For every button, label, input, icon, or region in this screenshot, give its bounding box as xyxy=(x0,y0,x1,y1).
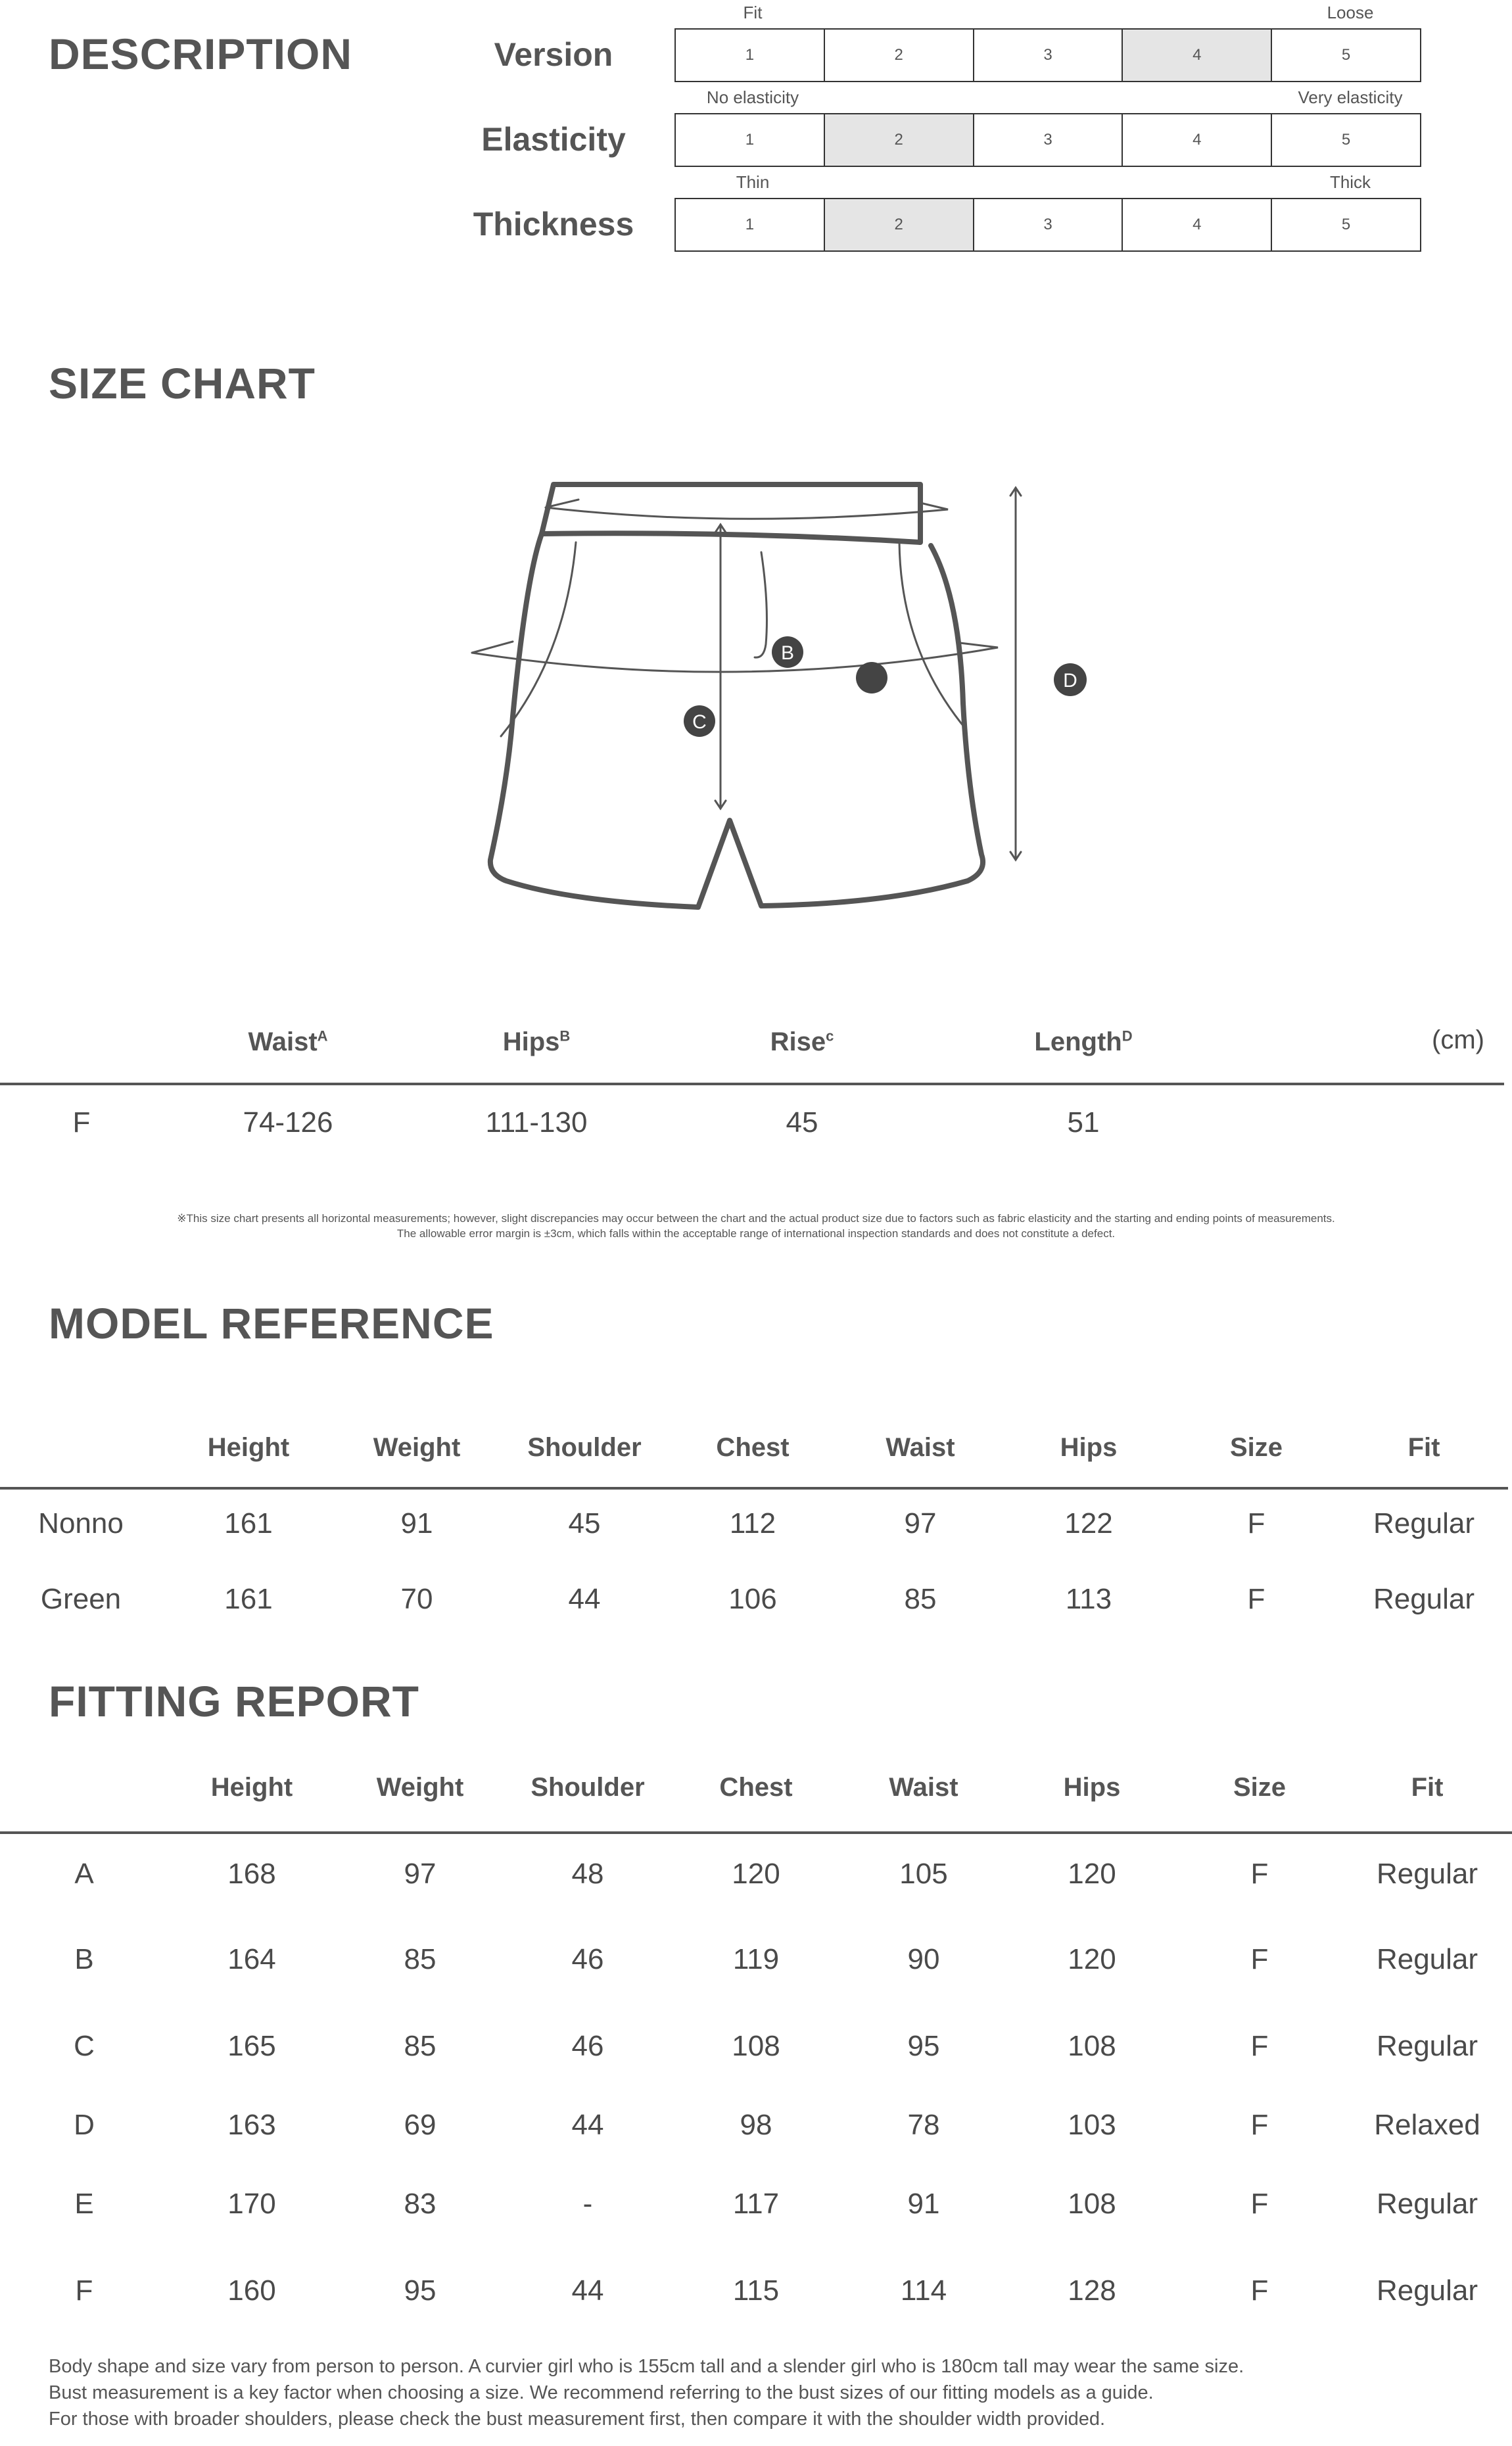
fit-header-shoulder: Shoulder xyxy=(531,1773,645,1802)
fit-header-chest: Chest xyxy=(719,1773,793,1802)
model-row-nonno-shoulder: 45 xyxy=(568,1507,601,1540)
size-table-divider xyxy=(0,1083,1504,1085)
version-scale xyxy=(674,28,1421,82)
fit-row-f-fit: Regular xyxy=(1376,2274,1478,2307)
fit-header-waist: Waist xyxy=(889,1773,958,1802)
fit-header-fit: Fit xyxy=(1411,1773,1444,1802)
fit-row-d-size: F xyxy=(1250,2109,1269,2141)
fit-row-c-chest: 108 xyxy=(732,2030,780,2062)
footer-line-2: Bust measurement is a key factor when choosing a size. We recommend referring to the bust sizes of our fitting models as a guide. xyxy=(49,2382,1154,2403)
fit-row-b-weight: 85 xyxy=(404,1943,437,1975)
version-cell-1: 1 xyxy=(676,30,825,81)
thickness-cell-2-selected: 2 xyxy=(825,199,974,250)
fit-row-e-fit: Regular xyxy=(1376,2188,1478,2220)
size-header-hips: Hips$^B$ xyxy=(502,1027,571,1056)
elasticity-cell-3: 3 xyxy=(974,114,1123,166)
fit-row-e-name: E xyxy=(74,2188,94,2220)
thickness-low-label: Thin xyxy=(736,172,770,192)
fit-row-f-chest: 115 xyxy=(732,2274,780,2307)
fit-row-d-chest: 98 xyxy=(740,2109,772,2141)
version-label: Version xyxy=(494,36,613,73)
model-row-nonno-hips: 122 xyxy=(1064,1507,1113,1540)
fit-row-b-size: F xyxy=(1250,1943,1269,1975)
size-header-length: Length$^D$ xyxy=(1034,1027,1133,1056)
model-row-green-waist: 85 xyxy=(904,1583,937,1615)
marker-c xyxy=(684,705,715,737)
model-row-nonno-weight: 91 xyxy=(400,1507,433,1540)
fit-header-weight: Weight xyxy=(376,1773,464,1802)
model-table-divider xyxy=(0,1487,1508,1490)
thickness-cell-5: 5 xyxy=(1341,216,1351,233)
model-row-nonno-size: F xyxy=(1247,1507,1265,1540)
fit-row-d-fit: Relaxed xyxy=(1374,2109,1480,2141)
fit-row-c-waist: 95 xyxy=(907,2030,940,2062)
version-high-label: Loose xyxy=(1327,3,1374,22)
model-row-green-weight: 70 xyxy=(400,1583,433,1615)
fit-row-d-shoulder: 44 xyxy=(571,2109,604,2141)
model-reference-title: MODEL REFERENCE xyxy=(49,1299,494,1348)
fit-row-e-chest: 117 xyxy=(732,2188,780,2220)
elasticity-label: Elasticity xyxy=(481,121,626,158)
fit-row-a-waist: 105 xyxy=(899,1858,948,1890)
shorts-details xyxy=(472,488,1021,860)
version-cell-4-selected: 4 xyxy=(1123,30,1272,81)
fit-row-a-shoulder: 48 xyxy=(571,1858,604,1890)
fit-row-f-hips: 128 xyxy=(1068,2274,1116,2307)
model-row-nonno-height: 161 xyxy=(224,1507,273,1540)
model-row-nonno-waist: 97 xyxy=(904,1507,937,1540)
footer-line-1: Body shape and size vary from person to person. A curvier girl who is 155cm tall and a slender girl who is 180cm tall may wear the same size. xyxy=(49,2356,1244,2377)
fit-row-f-weight: 95 xyxy=(404,2274,437,2307)
fit-row-a-chest: 120 xyxy=(732,1858,780,1890)
elasticity-cell-1: 1 xyxy=(676,114,825,166)
fit-row-a-fit: Regular xyxy=(1376,1858,1478,1890)
marker-c-label: C xyxy=(692,711,707,733)
version-cell-2: 2 xyxy=(825,30,974,81)
thickness-scale xyxy=(674,198,1421,252)
model-header-shoulder: Shoulder xyxy=(527,1433,642,1462)
fit-header-height: Height xyxy=(210,1773,293,1802)
fit-row-c-name: C xyxy=(74,2030,95,2062)
elasticity-cell-5: 5 xyxy=(1341,131,1351,149)
fit-row-d-waist: 78 xyxy=(907,2109,940,2141)
size-chart-note-2: The allowable error margin is ±3cm, which falls within the acceptable range of international inspection standards and does not constitute a defect. xyxy=(396,1227,1116,1240)
model-row-green-name: Green xyxy=(40,1583,122,1615)
fit-row-f-waist: 114 xyxy=(900,2274,947,2307)
fit-row-b-name: B xyxy=(74,1943,94,1975)
version-low-label: Fit xyxy=(743,3,763,22)
fit-row-c-height: 165 xyxy=(227,2030,276,2062)
elasticity-high-label: Very elasticity xyxy=(1298,87,1403,107)
elasticity-cell-4: 4 xyxy=(1123,114,1272,166)
model-row-nonno-fit: Regular xyxy=(1373,1507,1475,1540)
size-row-f-length: 51 xyxy=(1067,1106,1100,1139)
fit-row-c-hips: 108 xyxy=(1068,2030,1116,2062)
fit-header-size: Size xyxy=(1233,1773,1287,1802)
size-row-f-waist: 74-126 xyxy=(243,1106,333,1139)
version-cell-5: 5 xyxy=(1341,46,1351,64)
model-row-nonno-name: Nonno xyxy=(38,1507,124,1540)
fit-row-c-size: F xyxy=(1250,2030,1269,2062)
marker-d-badge xyxy=(1052,662,1088,697)
fit-row-a-size: F xyxy=(1250,1858,1269,1890)
model-row-green-hips: 113 xyxy=(1065,1583,1112,1615)
fit-row-e-weight: 83 xyxy=(404,2188,437,2220)
size-row-f-label: F xyxy=(72,1106,91,1139)
thickness-cell-4: 4 xyxy=(1123,199,1272,250)
version-cell-3: 3 xyxy=(974,30,1123,81)
fit-row-e-waist: 91 xyxy=(907,2188,940,2220)
size-header-rise: Rise$^c$ xyxy=(770,1027,834,1056)
fit-row-f-shoulder: 44 xyxy=(571,2274,604,2307)
fit-row-a-hips: 120 xyxy=(1068,1858,1116,1890)
fit-row-d-name: D xyxy=(74,2109,95,2141)
elasticity-low-label: No elasticity xyxy=(706,87,799,107)
model-header-size: Size xyxy=(1229,1433,1283,1462)
thickness-high-label: Thick xyxy=(1329,172,1371,192)
model-header-height: Height xyxy=(207,1433,290,1462)
fit-row-b-waist: 90 xyxy=(907,1943,940,1975)
model-row-green-shoulder: 44 xyxy=(568,1583,601,1615)
model-row-green-fit: Regular xyxy=(1373,1583,1475,1615)
model-row-green-size: F xyxy=(1247,1583,1265,1615)
fit-row-d-weight: 69 xyxy=(404,2109,437,2141)
fit-row-f-name: F xyxy=(75,2274,93,2307)
thickness-label: Thickness xyxy=(473,206,634,243)
shorts-outline xyxy=(490,484,983,907)
shorts-diagram xyxy=(460,467,1052,927)
marker-d-label: D xyxy=(1063,670,1077,692)
fit-row-d-height: 163 xyxy=(227,2109,276,2141)
marker-b-label: B xyxy=(780,642,795,664)
thickness-cell-1: 1 xyxy=(676,199,825,250)
model-row-green-chest: 106 xyxy=(728,1583,777,1615)
model-row-green-height: 161 xyxy=(224,1583,273,1615)
size-header-waist: Waist$^A$ xyxy=(248,1027,328,1056)
fit-row-a-height: 168 xyxy=(227,1858,276,1890)
size-row-f-rise: 45 xyxy=(786,1106,818,1139)
model-header-weight: Weight xyxy=(373,1433,461,1462)
fit-row-b-fit: Regular xyxy=(1376,1943,1478,1975)
size-row-f-hips: 111-130 xyxy=(485,1106,588,1139)
model-row-nonno-chest: 112 xyxy=(729,1507,776,1540)
fit-row-c-fit: Regular xyxy=(1376,2030,1478,2062)
fit-row-b-shoulder: 46 xyxy=(571,1943,604,1975)
fitting-table-divider xyxy=(0,1831,1512,1834)
fit-header-hips: Hips xyxy=(1063,1773,1121,1802)
fit-row-c-weight: 85 xyxy=(404,2030,437,2062)
fit-row-f-size: F xyxy=(1250,2274,1269,2307)
fit-row-e-size: F xyxy=(1250,2188,1269,2220)
model-header-waist: Waist xyxy=(886,1433,955,1462)
marker-b xyxy=(772,636,803,668)
fit-row-d-hips: 103 xyxy=(1068,2109,1116,2141)
footer-line-3: For those with broader shoulders, please check the bust measurement first, then compare it with the shoulder width provided. xyxy=(49,2409,1106,2430)
fit-row-e-height: 170 xyxy=(227,2188,276,2220)
fit-row-b-hips: 120 xyxy=(1068,1943,1116,1975)
size-chart-note-1: ※This size chart presents all horizontal measurements; however, slight discrepancies may occur between the chart and the actual product size due to factors such as fabric elasticity and the starting and ending points of measurements. xyxy=(177,1212,1335,1225)
fit-row-c-shoulder: 46 xyxy=(571,2030,604,2062)
fit-row-e-hips: 108 xyxy=(1068,2188,1116,2220)
fit-row-f-height: 160 xyxy=(227,2274,276,2307)
fit-row-a-weight: 97 xyxy=(404,1858,437,1890)
model-header-hips: Hips xyxy=(1060,1433,1118,1462)
fit-row-a-name: A xyxy=(74,1858,94,1890)
fit-row-b-height: 164 xyxy=(227,1943,276,1975)
size-chart-title: SIZE CHART xyxy=(49,359,316,408)
fit-row-b-chest: 119 xyxy=(732,1943,780,1975)
elasticity-scale xyxy=(674,113,1421,167)
fit-row-e-shoulder: - xyxy=(582,2188,593,2220)
size-unit: (cm) xyxy=(1432,1025,1484,1054)
marker-d xyxy=(856,662,887,694)
model-header-chest: Chest xyxy=(716,1433,790,1462)
thickness-cell-3: 3 xyxy=(974,199,1123,250)
elasticity-cell-2-selected: 2 xyxy=(825,114,974,166)
model-header-fit: Fit xyxy=(1407,1433,1440,1462)
fitting-report-title: FITTING REPORT xyxy=(49,1677,419,1726)
description-title: DESCRIPTION xyxy=(49,30,353,78)
